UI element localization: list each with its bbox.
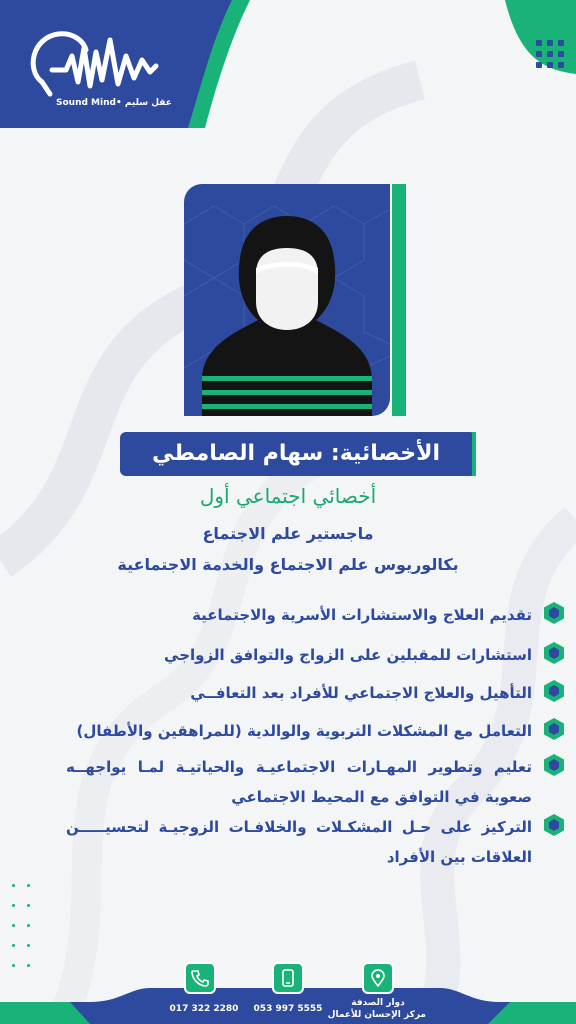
- degree-masters: ماجستير علم الاجتماع: [202, 524, 374, 543]
- service-text: استشارات للمقبلين على الزواج والتوافق الزواجي: [164, 646, 532, 664]
- service-item: [66, 716, 566, 746]
- phone-number-mobile[interactable]: 053 997 5555: [253, 1004, 323, 1014]
- mobile-icon[interactable]: [272, 962, 304, 994]
- hexagon-bullet-icon: [542, 601, 566, 625]
- hexagon-bullet-icon: [542, 753, 566, 777]
- service-item: [66, 600, 566, 630]
- hexagon-bullet-icon: [542, 717, 566, 741]
- address-line-2: مركز الإحسان للأعمال: [327, 1010, 426, 1020]
- logo-text: Sound Mind• عقل سليم: [56, 98, 172, 108]
- hexagon-bullet-icon: [542, 813, 566, 837]
- service-item: [66, 678, 566, 708]
- service-item: [66, 752, 566, 812]
- female-avatar-icon: [184, 184, 390, 416]
- specialist-name: الأخصائية: سهام الصامطي: [151, 441, 440, 466]
- phone-number-landline[interactable]: 017 322 2280: [169, 1004, 239, 1014]
- service-item: [66, 812, 566, 872]
- service-text: التعامل مع المشكلات التربوية والوالدية (للمراهقين والأطفال): [76, 722, 532, 740]
- service-text: التأهيل والعلاج الاجتماعي للأفراد بعد التعافــي: [190, 684, 532, 702]
- hexagon-bullet-icon: [542, 641, 566, 665]
- job-title: أخصائي اجتماعي أول: [199, 484, 377, 508]
- service-text: تقديم العلاج والاستشارات الأسرية والاجتماعية: [192, 606, 532, 624]
- portrait: [184, 184, 390, 416]
- service-text: التركيز على حـل المشكـلات والخلافـات الزوجيـة لتحسيـــــن العلاقات بين الأفراد: [66, 818, 532, 866]
- phone-icon[interactable]: [184, 962, 216, 994]
- service-item: [66, 640, 566, 670]
- degree-bachelors: بكالوريوس علم الاجتماع والخدمة الاجتماعية: [117, 555, 459, 574]
- service-text: تعليم وتطوير المهـارات الاجتماعيـة والحياتيـة لمـا يواجهــه صعوبة في التوافق مع المحيط الاجتماعي: [66, 758, 532, 806]
- decorative-dots-grid: [536, 40, 572, 76]
- location-icon[interactable]: [362, 962, 394, 994]
- address-line-1: دوار الصدفة: [351, 998, 405, 1008]
- portrait-accent-bar: [392, 184, 406, 416]
- name-banner: [120, 432, 476, 476]
- hexagon-bullet-icon: [542, 679, 566, 703]
